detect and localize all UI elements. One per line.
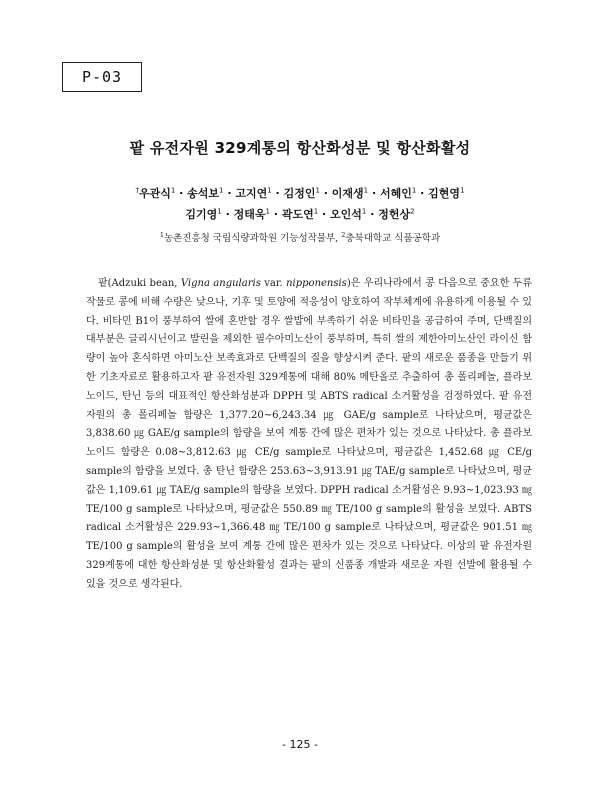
author: 이재생$^1$ bbox=[331, 186, 369, 200]
author: 곽도연$^1$ bbox=[281, 207, 319, 221]
author: 고지연$^1$ bbox=[235, 186, 272, 200]
author-affiliation-marker: 1 bbox=[313, 207, 319, 215]
author-affiliation-marker: 1 bbox=[265, 207, 270, 215]
author-affiliation-marker: 1 bbox=[363, 186, 369, 194]
affiliation-2: 충북대학교 식품공학과 bbox=[345, 233, 441, 244]
author: 오인석$^1$ bbox=[330, 207, 367, 221]
author: 김기영$^1$ bbox=[185, 207, 222, 221]
affiliation-1: 농촌진흥청 국립식량과학원 기능성작물부, bbox=[163, 233, 339, 244]
page-number: - 125 - bbox=[282, 738, 318, 751]
poster-number-badge: P-03 bbox=[62, 62, 142, 92]
author: 송석보$^1$ bbox=[187, 186, 224, 200]
abstract-paragraph bbox=[86, 275, 532, 595]
affiliation-marker-1: 1 bbox=[159, 230, 164, 239]
author: 정태욱$^1$ bbox=[233, 207, 270, 221]
author: 김정인$^1$ bbox=[283, 186, 320, 200]
paper-title: 팥 유전자원 329계통의 항산화성분 및 항산화활성 bbox=[129, 139, 471, 157]
author-affiliation-marker: 1 bbox=[170, 186, 176, 194]
author-affiliation-marker: 1 bbox=[460, 186, 465, 194]
abstract-text-1: 팥(Adzuki bean, bbox=[98, 278, 181, 289]
affiliation-marker-2: 2 bbox=[341, 230, 346, 239]
author: 김현영$^1$ bbox=[428, 186, 465, 200]
author-affiliation-marker: 1 bbox=[217, 207, 222, 215]
author-affiliation-marker: 1 bbox=[411, 186, 417, 194]
author-list-line-1: †우관식$^1$ · 송석보$^1$ · 고지연$^1$ · 김정인$^1$ · 이재생$^1$ · 서혜인$^1$ · 김현영$^1$ bbox=[135, 186, 465, 200]
affiliations bbox=[70, 230, 530, 244]
author: †우관식$^1$ bbox=[135, 186, 176, 200]
author-list-line-2: 김기영$^1$ · 정태욱$^1$ · 곽도연$^1$ · 오인석$^1$ · 정헌상$^2$ bbox=[185, 207, 415, 221]
author-affiliation-marker: 2 bbox=[410, 207, 415, 215]
author-affiliation-marker: 1 bbox=[315, 186, 320, 194]
author-affiliation-marker: 1 bbox=[361, 207, 367, 215]
abstract-text-3: )은 우리나라에서 콩 다음으로 중요한 두류작물로 콩에 비해 수량은 낮으나, 기후 및 토양에 적응성이 양호하여 작부체계에 유용하게 이용될 수 있다. 비타민 B1이 풍부하여 쌀에 혼반할 경우 쌀밥에 부족하기 쉬운 비타민을 공급하여 주며, 단백질의 대부분은 글리시닌이고 발린을 제외한 필수아미노산이 풍부하며, 특히 쌀의 제한아미노산인 라이신 함량이 높아 혼식하면 아미노산 보족효과로 단백질의 질을 향상시켜 준다. 팥의 새로운 품종을 만들기 위한 기초자료로 활용하고자 팥 유전자원 329계통에 대해 80% 메탄올로 추출하여 총 폴리페놀, 플라보노이드, 탄닌 등의 대표적인 항산화성분과 DPPH 및 ABTS radical 소거활성을 검정하였다. 팥 유전자원의 총 폴리페놀 함량은 1,377.20∼6,243.34 ㎍ GAE/g sample로 나타났으며, 평균값은 3,838.60 ㎍ GAE/g sample의 함량을 보여 계통 간에 많은 편차가 있는 것으로 나타났다. 총 플라보노이드 함량은 0.08∼3,812.63 ㎍ CE/g sample로 나타났으며, 평균값은 1,452.68 ㎍ CE/g sample의 함량을 보였다. 총 탄닌 함량은 253.63∼3,913.91 ㎍ TAE/g sample로 나타났으며, 평균값은 1,109.61 ㎍ TAE/g sample의 함량을 보였다. DPPH radical 소거활성은 9.93∼1,023.93 ㎎ TE/100 g sample로 나타났으며, 평균값은 550.89 ㎎ TE/100 g sample의 활성을 보였다. ABTS radical 소거활성은 229.93∼1,366.48 ㎎ TE/100 g sample로 나타났으며, 평균값은 901.51 ㎎ TE/100 g sample의 활성을 보여 계통 간에 많은 편차가 있는 것으로 나타났다. 이상의 팥 유전자원 329계통에 대한 항산화성분 및 항산화활성 결과는 팥의 신품종 개발과 새로운 자원 선발에 활용될 수 있을 것으로 생각된다. bbox=[86, 278, 532, 590]
species-name: Vigna angularis bbox=[180, 278, 261, 289]
author-affiliation-marker: 1 bbox=[219, 186, 224, 194]
abstract-text-2: var. bbox=[260, 278, 287, 289]
author: 정헌상$^2$ bbox=[378, 207, 415, 221]
corresponding-author-mark: † bbox=[135, 186, 139, 194]
variety-name: nipponensis bbox=[286, 278, 347, 289]
author-affiliation-marker: 1 bbox=[267, 186, 272, 194]
author: 서혜인$^1$ bbox=[379, 186, 417, 200]
